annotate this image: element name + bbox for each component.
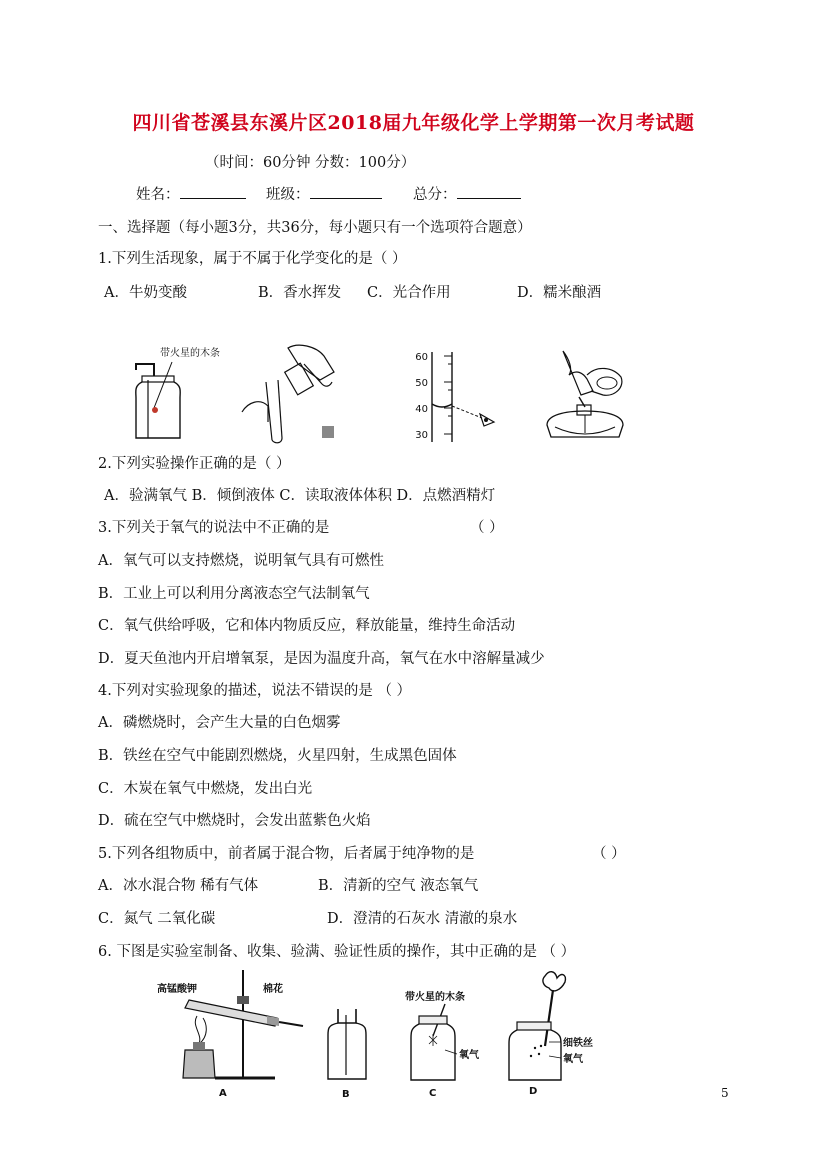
figure-light-lamp (533, 345, 633, 445)
question-4-option-c: C．木炭在氧气中燃烧，发出白光 (98, 781, 313, 797)
question-5-stem: 5.下列各组物质中，前者属于混合物，后者属于纯净物的是 (98, 846, 475, 862)
label-oxygen-d: 氧气 (563, 1054, 583, 1065)
figure-letter-b: B (342, 1089, 350, 1100)
page-number: 5 (721, 1086, 729, 1100)
label-cotton: 棉花 (263, 984, 283, 995)
question-5-option-c: C．氮气 二氧化碳 (98, 911, 216, 927)
exam-subtitle: （时间：60分钟 分数：100分） (205, 155, 416, 171)
question-3-option-b: B．工业上可以利用分离液态空气法制氧气 (98, 586, 370, 602)
figure-letter-c: C (429, 1088, 437, 1099)
section-heading: 一、选择题（每小题3分，共36分，每小题只有一个选项符合题意） (98, 220, 532, 236)
tick-label-50: 50 (415, 378, 428, 389)
label-iron-wire: 细铁丝 (563, 1038, 593, 1049)
question-4-option-b: B．铁丝在空气中能剧烈燃烧，火星四射，生成黑色固体 (98, 748, 457, 764)
figure-c-checking (405, 988, 505, 1100)
name-blank[interactable] (180, 184, 246, 199)
figure-a-heating (155, 968, 305, 1100)
page-title: 四川省苍溪县东溪片区2018届九年级化学上学期第一次月考试题 (132, 112, 695, 134)
figure-letter-a: A (219, 1088, 227, 1099)
class-field (266, 183, 382, 204)
tick-label-30: 30 (415, 430, 428, 441)
question-3-answer-paren: （ ） (470, 520, 504, 536)
label-oxygen-c: 氧气 (459, 1050, 479, 1061)
tick-label-40: 40 (415, 404, 428, 415)
figure-pour-liquid (238, 342, 348, 442)
question-3-option-d: D．夏天鱼池内开启增氧泵，是因为温度升高，氧气在水中溶解量减少 (98, 651, 545, 667)
question-3-option-c: C．氧气供给呼吸，它和体内物质反应，释放能量，维持生命活动 (98, 618, 516, 634)
question-5-option-b: B．清新的空气 液态氧气 (318, 878, 479, 894)
class-blank[interactable] (310, 184, 382, 199)
figure-label-stick: 带火星的木条 (160, 348, 220, 359)
class-label: 班级： (266, 187, 310, 203)
total-field (413, 183, 521, 204)
question-3-option-a: A．氧气可以支持燃烧，说明氧气具有可燃性 (98, 553, 384, 569)
total-label: 总分： (413, 187, 457, 203)
question-5-answer-paren: （ ） (592, 846, 626, 862)
question-4-option-a: A．磷燃烧时，会产生大量的白色烟雾 (98, 715, 341, 731)
question-5-option-d: D．澄清的石灰水 清澈的泉水 (327, 911, 518, 927)
question-1-stem: 1.下列生活现象，属于不属于化学变化的是（ ） (98, 251, 407, 267)
question-1-option-d: D．糯米酿酒 (517, 285, 602, 301)
label-kmno4: 高锰酸钾 (157, 984, 197, 995)
figure-d-iron-wire (505, 968, 615, 1098)
figure-graduated-cylinder (410, 348, 505, 443)
question-4-stem: 4.下列对实验现象的描述，说法不错误的是 （ ） (98, 683, 412, 699)
question-1-option-c: C．光合作用 (367, 285, 451, 301)
question-5-option-a: A．冰水混合物 稀有气体 (98, 878, 259, 894)
figure-oxygen-check (130, 340, 220, 445)
question-3-stem: 3.下列关于氧气的说法中不正确的是 (98, 520, 330, 536)
question-1-option-b: B．香水挥发 (258, 285, 342, 301)
tick-label-60: 60 (415, 352, 428, 363)
question-2-options: A．验满氧气 B．倾倒液体 C．读取液体体积 D．点燃酒精灯 (104, 488, 496, 504)
question-1-option-a: A．牛奶变酸 (104, 285, 187, 301)
figure-letter-d: D (529, 1086, 538, 1097)
name-field (136, 183, 246, 204)
name-label: 姓名： (136, 187, 180, 203)
label-glowing-stick: 带火星的木条 (405, 992, 465, 1003)
total-blank[interactable] (457, 184, 521, 199)
question-4-option-d: D．硫在空气中燃烧时，会发出蓝紫色火焰 (98, 813, 371, 829)
question-6-stem: 6. 下图是实验室制备、收集、验满、验证性质的操作，其中正确的是 （ ） (98, 944, 576, 960)
figure-b-collecting (322, 1005, 372, 1100)
question-2-stem: 2.下列实验操作正确的是（ ） (98, 456, 291, 472)
